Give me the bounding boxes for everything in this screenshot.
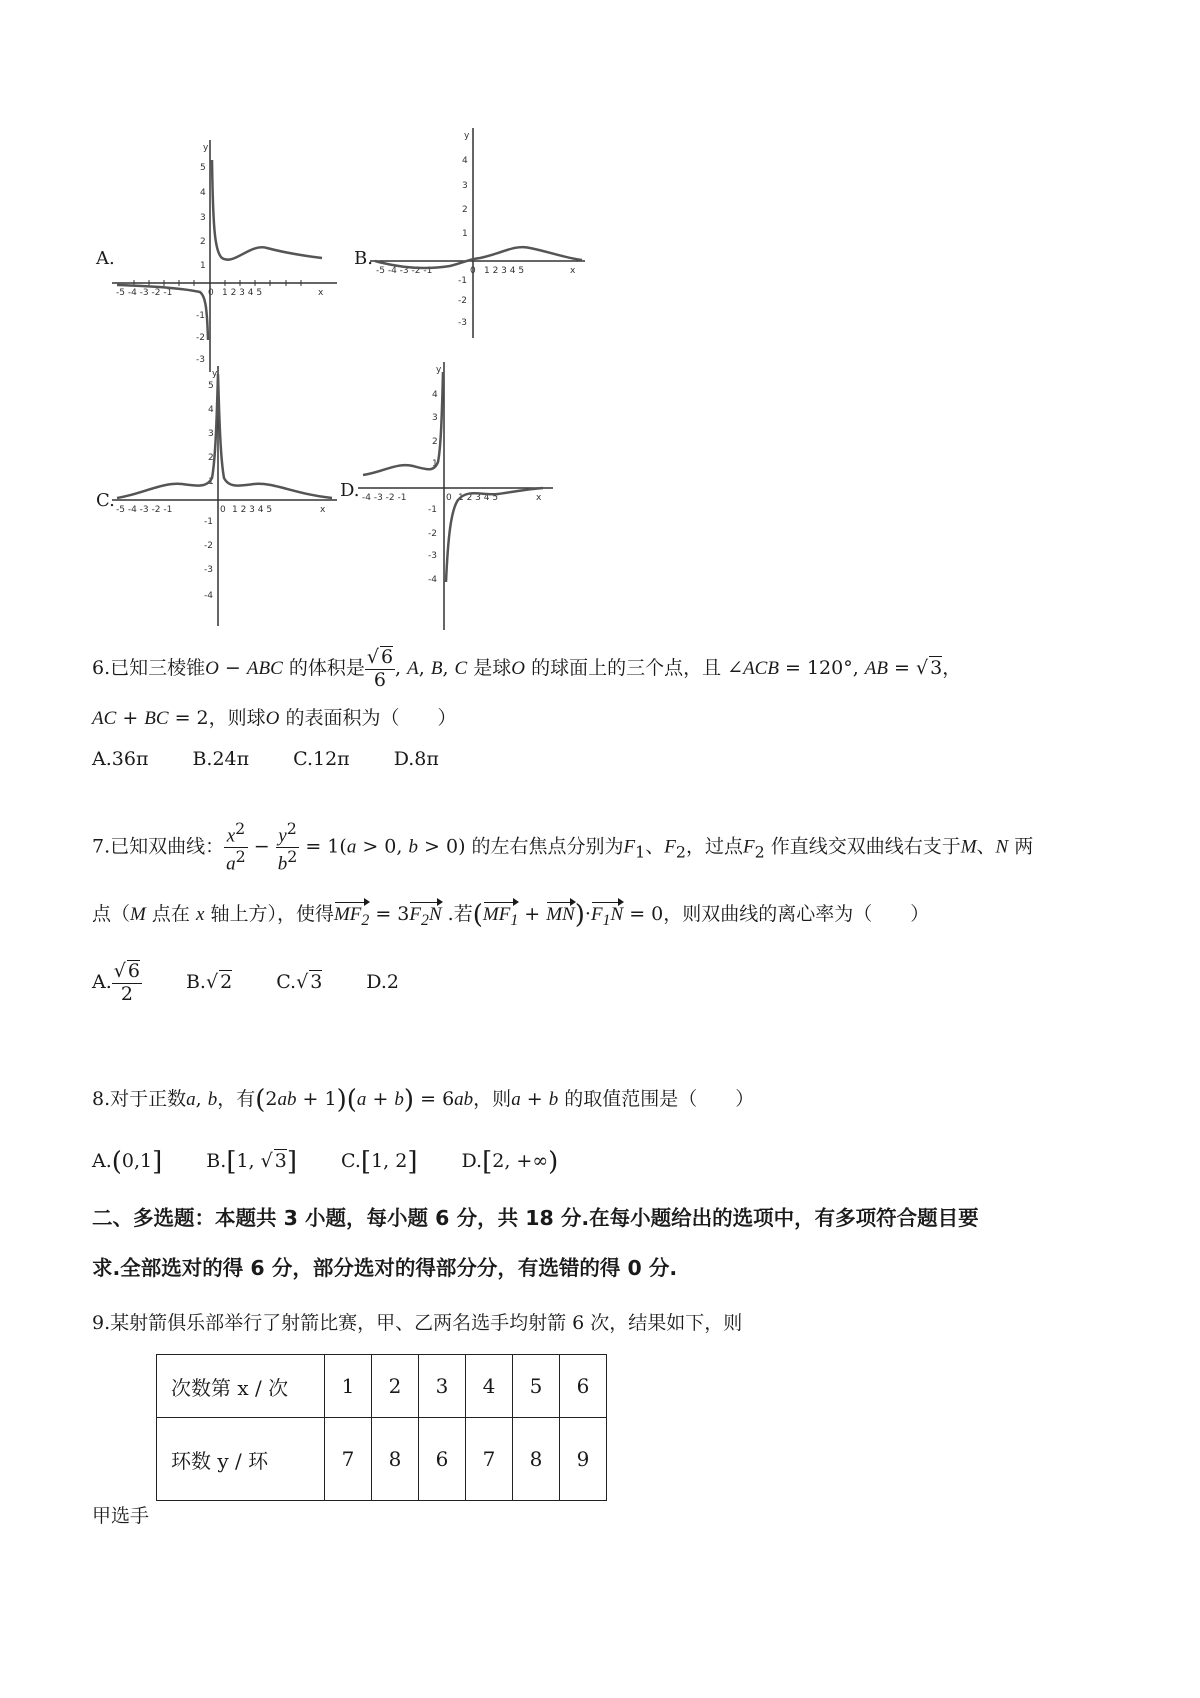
svg-text:-4: -4: [204, 591, 213, 601]
question-6-line-2: AC + BC = 2，则球O 的表面积为（ ）: [92, 707, 457, 729]
svg-text:1: 1: [208, 477, 214, 487]
graph-c-label: C.: [96, 490, 115, 511]
svg-text:y: y: [464, 131, 470, 141]
q8-choice-c[interactable]: C.[1, 2]: [341, 1147, 418, 1177]
table-header-count: 次数第 x / 次: [157, 1355, 325, 1418]
table-cell: 5: [513, 1355, 560, 1418]
svg-text:-3: -3: [428, 551, 437, 561]
q7-choice-b[interactable]: B.√ 2: [185, 970, 233, 993]
svg-text:2: 2: [432, 437, 438, 447]
svg-text:4: 4: [200, 188, 206, 198]
q7-text-6: 点（: [92, 903, 131, 925]
score-table: [156, 1354, 607, 1501]
svg-text:-3: -3: [196, 355, 205, 365]
q6-expr-pyramid: O: [205, 657, 219, 679]
table-cell: 6: [419, 1418, 466, 1501]
table-cell: 8: [372, 1418, 419, 1501]
svg-text:-5 -4 -3 -2 -1: -5 -4 -3 -2 -1: [116, 288, 173, 298]
svg-text:-5 -4 -3 -2 -1: -5 -4 -3 -2 -1: [116, 505, 173, 515]
q7-text-8: 轴上方），使得: [210, 903, 334, 925]
svg-text:-1: -1: [458, 276, 467, 286]
svg-text:0: 0: [208, 288, 214, 298]
graph-c-figure: [112, 366, 342, 628]
table-cell: 2: [372, 1355, 419, 1418]
svg-text:-2: -2: [458, 296, 467, 306]
table-cell: 4: [466, 1355, 513, 1418]
graph-b-label: B.: [354, 248, 373, 269]
table-caption: 甲选手: [92, 1505, 150, 1527]
svg-text:1: 1: [200, 261, 206, 271]
svg-text:-2: -2: [196, 333, 205, 343]
q7-choice-c[interactable]: C.√ 3: [276, 970, 323, 993]
svg-text:-4 -3 -2 -1: -4 -3 -2 -1: [362, 493, 407, 503]
q6-text-5: 则球: [227, 707, 266, 729]
svg-text:-3: -3: [458, 318, 467, 328]
q6-choice-d[interactable]: D.8π: [393, 748, 439, 770]
table-cell: 7: [466, 1418, 513, 1501]
section-2-heading-line-1: 二、多选题：本题共 3 小题，每小题 6 分，共 18 分.在每小题给出的选项中，有多项符合题目要: [92, 1206, 979, 1230]
svg-text:-2: -2: [204, 541, 213, 551]
svg-text:-4: -4: [428, 575, 437, 585]
svg-text:2: 2: [200, 237, 206, 247]
table-header-rings: 环数 y / 环: [157, 1418, 325, 1501]
svg-text:3: 3: [208, 429, 214, 439]
svg-text:3: 3: [432, 413, 438, 423]
table-row: [157, 1355, 607, 1418]
q6-text-4: 的球面上的三个点，且: [531, 656, 722, 679]
table-cell: 3: [419, 1355, 466, 1418]
svg-text:0: 0: [446, 493, 452, 503]
q8-text-2: ，有: [217, 1088, 256, 1110]
q7-text-10: ，则双曲线的离心率为（ ）: [663, 903, 930, 925]
svg-text:y: y: [436, 365, 442, 375]
question-8-choices: [92, 1147, 602, 1178]
svg-text:4: 4: [462, 156, 468, 166]
svg-text:0: 0: [220, 505, 226, 515]
graph-b-figure: [370, 128, 590, 340]
q7-text-5: 两: [1014, 835, 1034, 858]
q6-choice-b[interactable]: B.24π: [192, 748, 250, 770]
graph-a-figure: [112, 140, 342, 375]
svg-text:-1: -1: [196, 311, 205, 321]
svg-text:1 2 3 4 5: 1 2 3 4 5: [484, 266, 525, 276]
table-cell: 9: [560, 1418, 607, 1501]
table-cell: 7: [325, 1418, 372, 1501]
q7-choice-b-label: B.: [185, 970, 206, 993]
svg-text:3: 3: [462, 181, 468, 191]
svg-text:x: x: [536, 493, 542, 503]
q7-text-1: 已知双曲线：: [110, 835, 225, 858]
svg-text:1 2 3 4 5: 1 2 3 4 5: [458, 493, 499, 503]
q7-choice-d[interactable]: D.2: [366, 970, 399, 993]
svg-text:4: 4: [432, 390, 438, 400]
svg-text:5: 5: [200, 163, 206, 173]
q7-text-9: .若: [447, 903, 473, 925]
q6-text-1: 已知三棱锥: [110, 656, 206, 679]
q6-volume-fraction: $\frac{√ 6}{6}$: [366, 646, 394, 691]
q8-text-3: ，则: [473, 1088, 512, 1110]
question-7-number: 7.: [92, 835, 111, 858]
q7-frac-x: $\frac{x^2}{a^2}$: [226, 819, 246, 875]
q7-text-2: 的左右焦点分别为: [471, 835, 624, 858]
q7-text-4: 作直线交双曲线右支于: [770, 835, 961, 858]
question-8-line-1: 8.对于正数a, b，有(2ab + 1)(a + b) = 6ab，则a + b 的取值范围是（ ）: [92, 1085, 755, 1115]
question-6-number: 6.: [92, 656, 111, 679]
q7-text-7: 点在: [151, 903, 190, 925]
svg-text:4: 4: [208, 405, 214, 415]
q8-choice-c-label: C.: [341, 1150, 361, 1172]
graph-d-label: D.: [340, 480, 360, 501]
question-8-number: 8.: [92, 1088, 111, 1110]
q7-choice-a[interactable]: A. $\frac{√ 6}{2}$: [92, 960, 140, 1005]
q7-choice-c-label: C.: [276, 970, 297, 993]
q8-choice-d[interactable]: D.[2, +∞): [461, 1147, 559, 1177]
q6-text-6: 的表面积为（ ）: [285, 707, 457, 729]
svg-text:y: y: [212, 369, 218, 379]
question-7-choices: [92, 960, 443, 1006]
q6-text-2: 的体积是: [288, 656, 365, 679]
q6-choice-a[interactable]: A.36π: [92, 748, 149, 770]
svg-text:-3: -3: [204, 565, 213, 575]
svg-text:2: 2: [208, 453, 214, 463]
svg-text:x: x: [318, 288, 324, 298]
q8-choice-d-label: D.: [461, 1150, 483, 1172]
q8-choice-a[interactable]: A.(0,1]: [92, 1147, 163, 1177]
svg-text:-1: -1: [428, 505, 437, 515]
svg-text:1 2 3 4 5: 1 2 3 4 5: [222, 288, 263, 298]
svg-text:1 2 3 4 5: 1 2 3 4 5: [232, 505, 273, 515]
question-7-line-2: 点（M 点在 x 轴上方），使得$MF_2 = 3F_2N$ .若$(MF_1 + MN)\cdot F_1N = 0$，则双曲线的离心率为（ ）: [92, 900, 930, 930]
svg-text:-2: -2: [428, 529, 437, 539]
svg-text:1: 1: [462, 229, 468, 239]
q8-choice-b[interactable]: B.[1, √ 3]: [206, 1147, 297, 1177]
svg-text:x: x: [320, 505, 326, 515]
graph-a-label: A.: [96, 248, 115, 269]
table-cell: 8: [513, 1418, 560, 1501]
q7-text-3: ，过点: [685, 835, 743, 858]
q8-choice-a-label: A.: [92, 1150, 112, 1172]
table-cell: 1: [325, 1355, 372, 1418]
graph-d-figure: [358, 362, 558, 632]
q7-frac-y: $\frac{y^2}{b^2}$: [277, 819, 298, 875]
svg-text:x: x: [570, 266, 576, 276]
q8-choice-b-label: B.: [206, 1150, 227, 1172]
svg-text:y: y: [203, 143, 209, 153]
question-7-line-1: 7.已知双曲线： $\frac{x^2}{a^2}$ − $\frac{y^2}{b^2}$ = 1(a > 0, b > 0) 的左右焦点分别为$F_1$、$F_2$，过点$F_2$ 作直线交双曲线右支于M、N 两: [92, 819, 1034, 875]
svg-text:0: 0: [470, 266, 476, 276]
question-6-line-1: 6.已知三棱锥O − ABC 的体积是 $\frac{√ 6}{6}$ , A, B, C 是球O 的球面上的三个点，且 ∠ACB = 120°, AB = √ 3，: [92, 646, 962, 691]
svg-text:-1: -1: [204, 517, 213, 527]
q7-choice-a-label: A.: [92, 970, 112, 993]
svg-text:5: 5: [208, 381, 214, 391]
svg-text:1: 1: [432, 459, 438, 469]
q8-text-1: 对于正数: [110, 1088, 187, 1110]
q6-choice-c[interactable]: C.12π: [293, 748, 350, 770]
svg-text:2: 2: [462, 205, 468, 215]
section-2-heading-line-2: 求.全部选对的得 6 分，部分选对的得部分分，有选错的得 0 分.: [92, 1256, 678, 1280]
svg-text:3: 3: [200, 213, 206, 223]
q6-text-3: 是球: [473, 656, 512, 679]
question-6-choices: [92, 748, 483, 771]
q8-text-4: 的取值范围是（ ）: [564, 1088, 755, 1110]
table-row: [157, 1418, 607, 1501]
question-9-text: 9.某射箭俱乐部举行了射箭比赛，甲、乙两名选手均射箭 6 次，结果如下，则: [92, 1312, 743, 1334]
table-cell: 6: [560, 1355, 607, 1418]
svg-text:-5 -4 -3 -2 -1: -5 -4 -3 -2 -1: [376, 266, 433, 276]
